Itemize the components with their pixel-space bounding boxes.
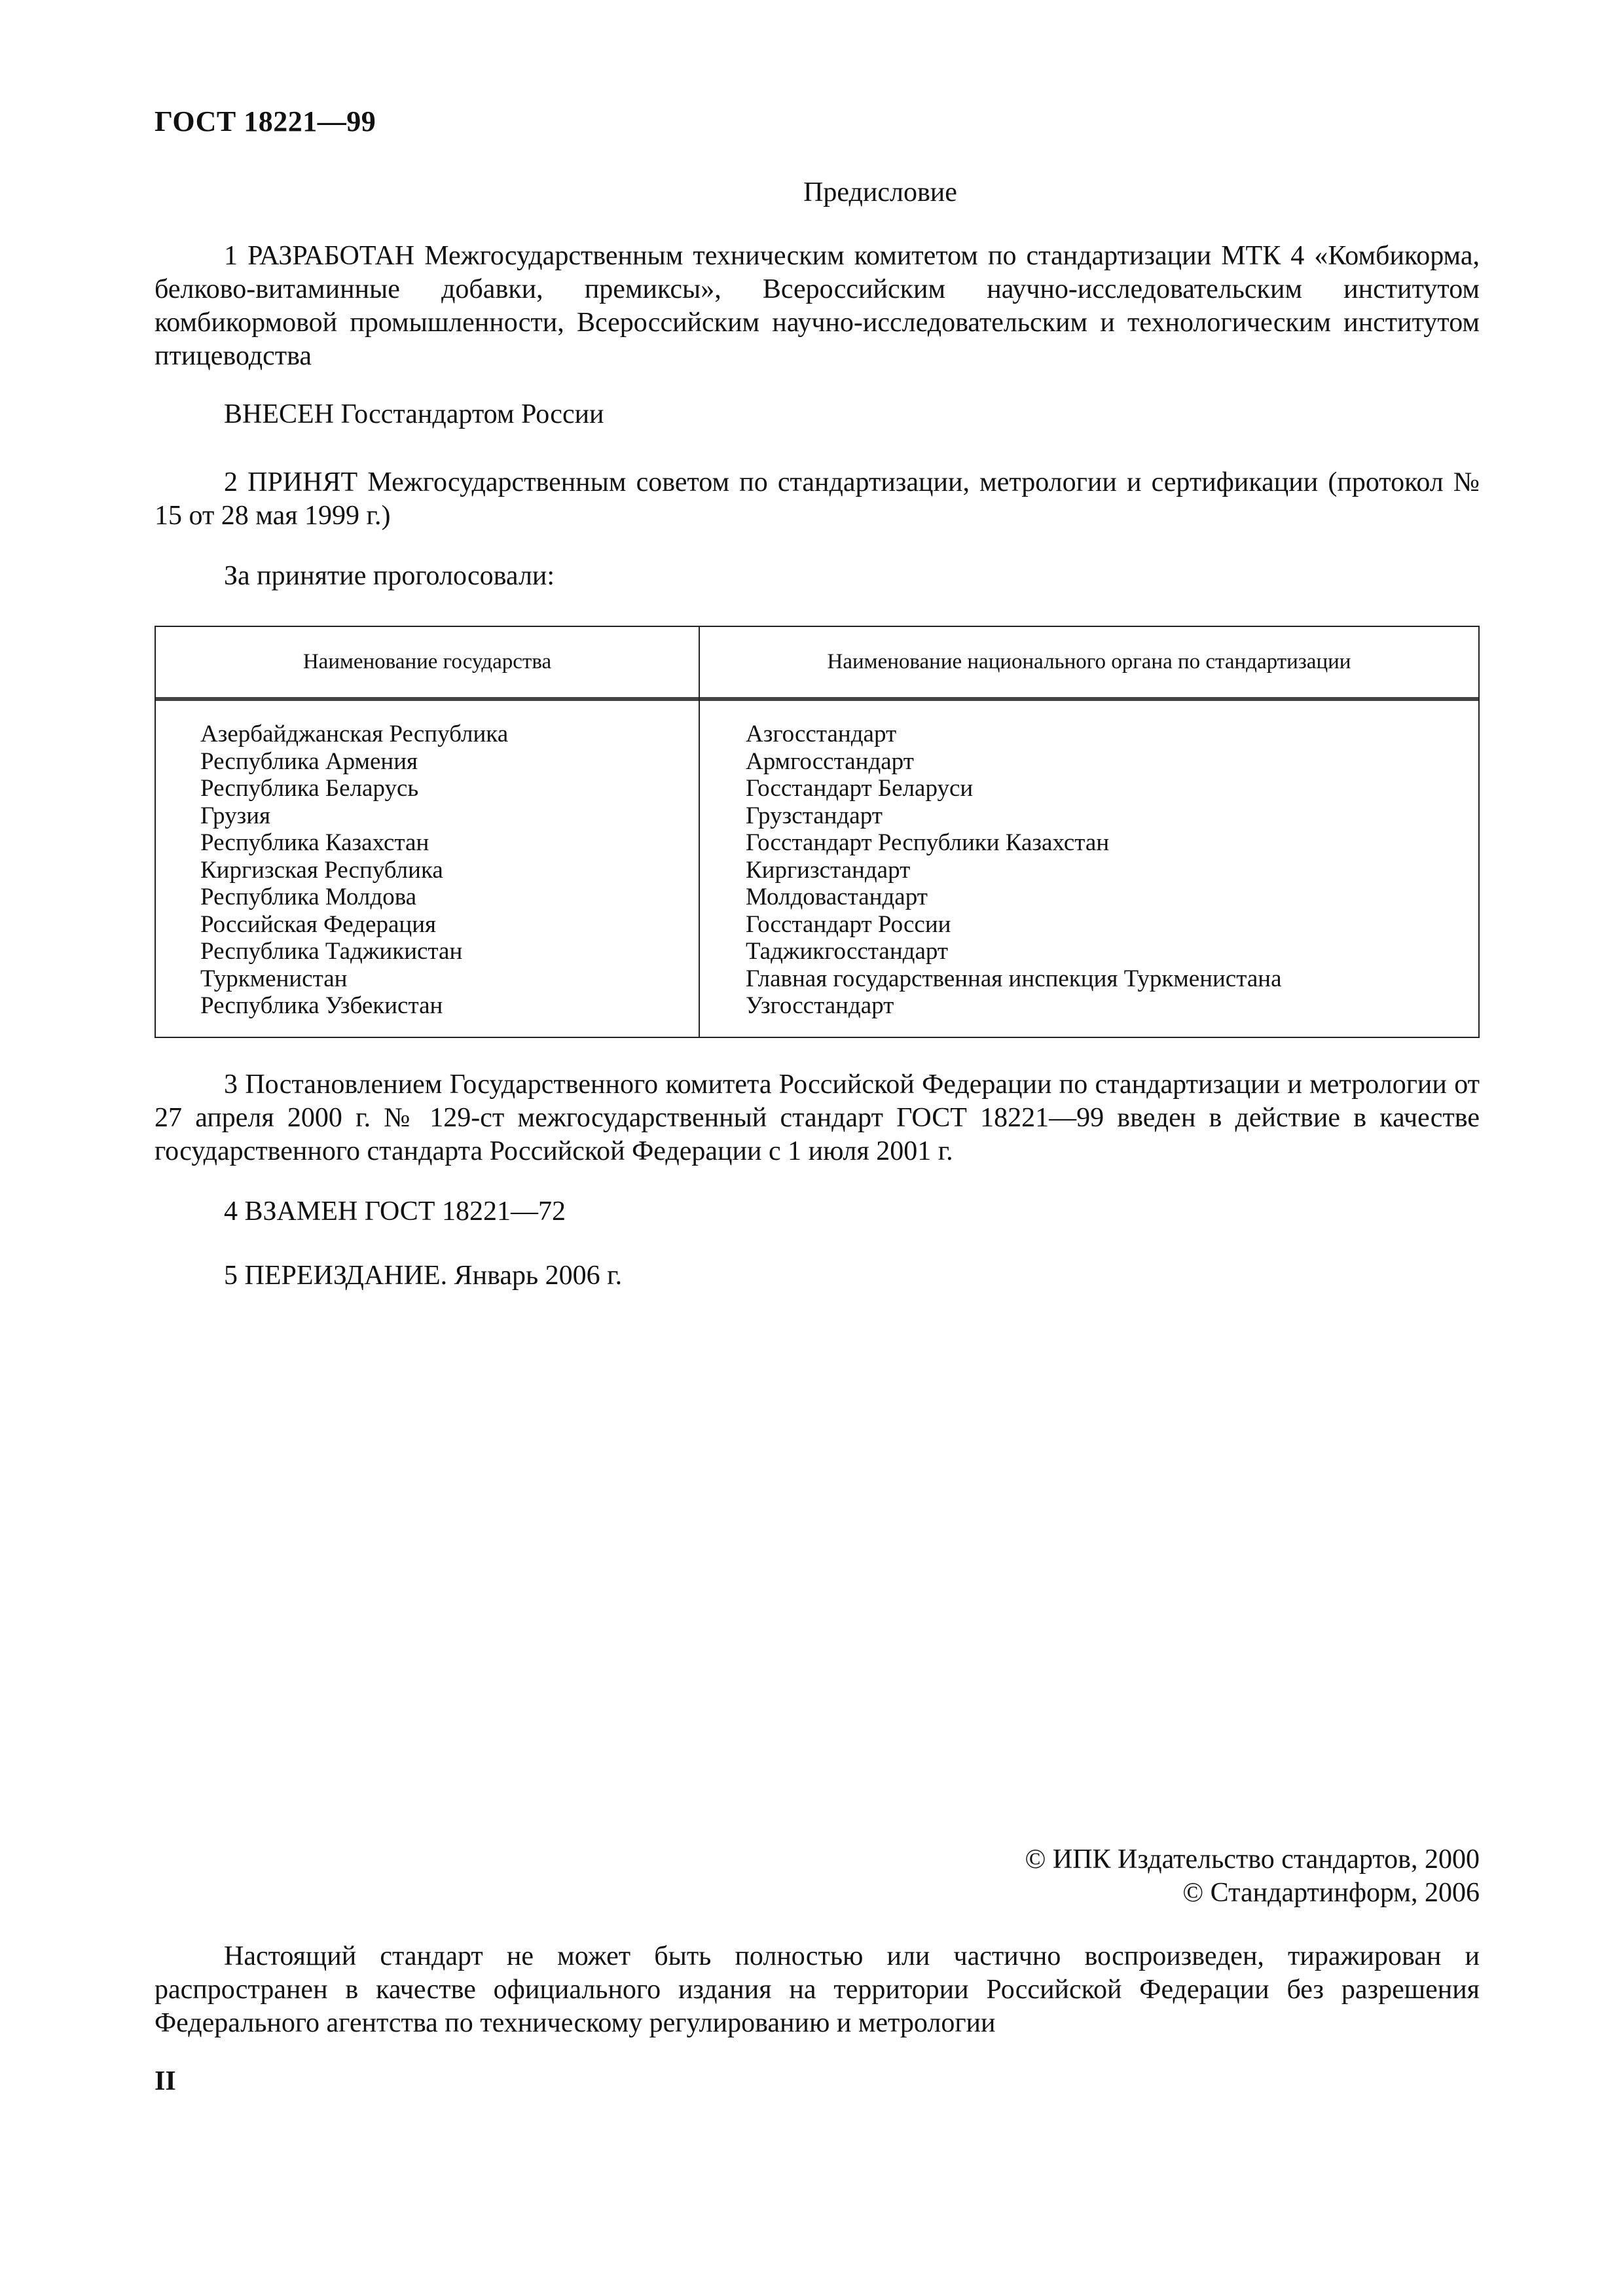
table-header-body: Наименование национального органа по стандартизации [827,650,1351,673]
table-cell-body: Армгосстандарт [746,747,914,775]
copyright-line-2: © Стандартинформ, 2006 [1182,1878,1480,1908]
table-cell-state: Республика Молдова [200,884,417,910]
table-cell-state: Республика Казахстан [200,829,429,856]
foreword-paragraph-4: 4 ВЗАМЕН ГОСТ 18221—72 [224,1196,566,1227]
table-column-states [200,721,508,1020]
table-cell-body: Киргизстандарт [746,856,911,884]
table-column-bodies [746,721,1282,1020]
table-cell-state: Туркменистан [200,965,348,992]
table-cell-state: Республика Узбекистан [200,992,443,1019]
table-column-divider [699,627,700,1037]
table-header-row [156,627,1478,701]
table-cell-body: Госстандарт Беларуси [746,775,974,802]
document-code-header: ГОСТ 18221—99 [155,105,376,137]
table-cell-body: Таджикгосстандарт [746,938,949,965]
table-cell-body: Азгосстандарт [746,721,897,747]
foreword-paragraph-3: 3 Постановлением Государственного комитета Российской Федерации по стандартизации и метрологии от 27 апреля 2000 г. № 129-ст межгосударственный стандарт ГОСТ 18221—99 введен в действие в качестве государственного стандарта Российской Федерации с 1 июля 2001 г. [155,1069,1480,1166]
table-cell-body: Госстандарт России [746,910,951,938]
voting-table [155,626,1480,1038]
table-header-state: Наименование государства [302,650,552,673]
table-cell-state: Киргизская Республика [200,856,443,884]
table-cell-state: Грузия [200,802,271,829]
table-cell-state: Республика Таджикистан [200,938,463,965]
copyright-block [1025,1843,1480,1910]
foreword-paragraph-2: 2 ПРИНЯТ Межгосударственным советом по стандартизации, метрологии и сертификации (протокол № 15 от 28 мая 1999 г.) [155,467,1480,531]
foreword-paragraph-5: 5 ПЕРЕИЗДАНИЕ. Январь 2006 г. [224,1261,623,1291]
table-cell-state: Республика Беларусь [200,775,419,802]
reproduction-notice: Настоящий стандарт не может быть полностью или частично воспроизведен, тиражирован и распространен в качестве официального издания на территории Российской Федерации без разрешения Федерального агентства по техническому регулированию и метрологии [155,1941,1480,2038]
foreword-vnesen: ВНЕСЕН Госстандартом России [224,399,604,429]
copyright-line-1: © ИПК Издательство стандартов, 2000 [1025,1844,1480,1874]
foreword-paragraph-1: 1 РАЗРАБОТАН Межгосударственным техническим комитетом по стандартизации МТК 4 «Комбикорма, белково-витаминные добавки, премиксы», Всероссийским научно-исследовательским институтом комбикормовой промышленности, Всероссийским научно-исследовательским и технологическим институтом птицеводства [155,241,1480,371]
table-cell-state: Республика Армения [200,747,418,775]
page-number: II [155,2066,176,2096]
table-cell-body: Грузстандарт [746,802,883,829]
table-cell-body: Молдовастандарт [746,884,928,910]
table-cell-body: Госстандарт Республики Казахстан [746,829,1110,856]
table-cell-body: Главная государственная инспекция Туркменистана [746,965,1282,992]
table-cell-state: Российская Федерация [200,910,437,938]
foreword-title: Предисловие [803,177,957,207]
vote-intro: За принятие проголосовали: [224,561,555,591]
table-cell-state: Азербайджанская Республика [200,721,509,747]
table-cell-body: Узгосстандарт [746,992,894,1019]
